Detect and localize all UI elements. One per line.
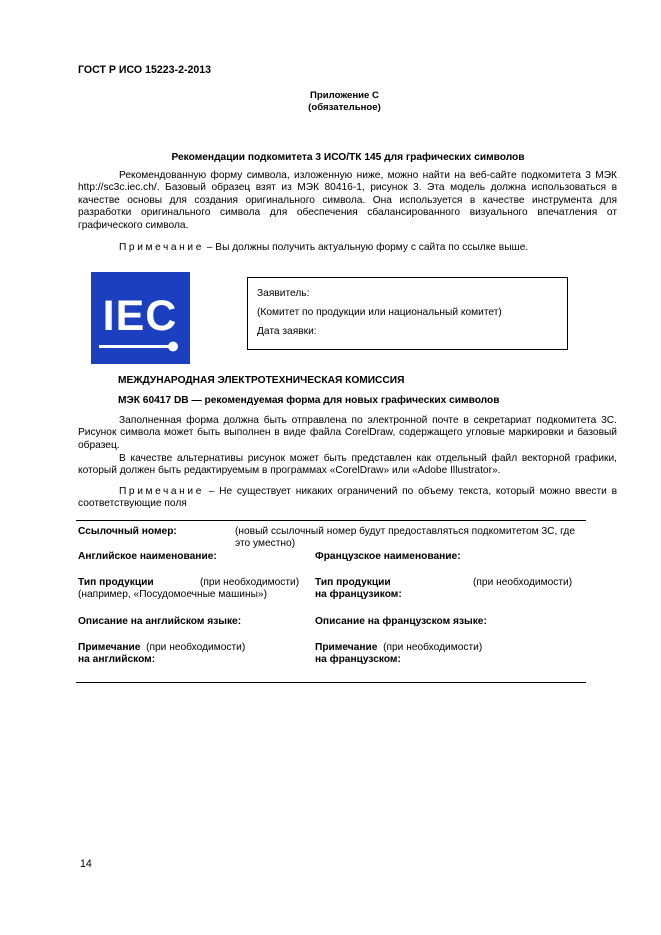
standard-designation: ГОСТ Р ИСО 15223-2-2013 [78, 64, 212, 76]
iec-logo [91, 272, 190, 364]
reference-number-note: (новый ссылочный номер будут предоставляться подкомитетом 3С, где это уместно) [235, 526, 575, 550]
iec-logo-text: IEC [102, 292, 178, 340]
iec-logo-graphic [91, 272, 190, 364]
note-2-label: Примечание [119, 486, 204, 497]
note-en-field[interactable]: Примечание (при необходимости) на английском: [78, 642, 246, 666]
appendix-status: (обязательное) [308, 101, 381, 113]
applicant-label: Заявитель: [257, 288, 310, 299]
section-title: Рекомендации подкомитета 3 ИСО/ТК 145 для графических символов [171, 152, 525, 163]
note-row [78, 642, 618, 668]
description-en-field[interactable]: Описание на английском языке: [78, 616, 242, 627]
submission-paragraph: Заполненная форма должна быть отправлена по электронной почте в секретариат подкомитета 3С. Рисунок символа может быть выполнен в виде файла CorelDraw, содержащего угловые маркировки и базовый образец. [78, 415, 617, 451]
french-name-field[interactable]: Французское наименование: [315, 551, 461, 562]
product-type-fr-field[interactable]: Тип продукции (при необходимости) на французиком: [315, 577, 573, 601]
product-example: (например, «Посудомоечные машины») [78, 589, 267, 601]
note-2 [78, 486, 617, 511]
appendix-heading [0, 90, 661, 113]
product-type-row [78, 577, 618, 603]
applicant-box [247, 277, 568, 350]
english-name-field[interactable]: Английское наименование: [78, 551, 217, 562]
alternative-paragraph: В качестве альтернативы рисунок может быть представлен как отдельный файл векторной графики, который должен быть редактируемым в программах «CorelDraw» или «Adobe Illustrator». [78, 453, 617, 477]
note-2-text: – Не существует никаких ограничений по объему текста, который можно ввести в соответствующие поля [78, 486, 617, 510]
form-top-rule [76, 520, 586, 521]
form-bottom-rule [76, 682, 586, 683]
commission-title: МЕЖДУНАРОДНАЯ ЭЛЕКТРОТЕХНИЧЕСКАЯ КОМИССИЯ [118, 375, 405, 386]
committee-label: (Комитет по продукции или национальный комитет) [257, 307, 502, 318]
reference-number-label: Ссылочный номер: [78, 526, 177, 537]
note-1 [78, 242, 617, 254]
reference-row [78, 526, 618, 552]
appendix-title: Приложение С [310, 90, 379, 101]
application-date-label: Дата заявки: [257, 326, 317, 337]
note-fr-field[interactable]: Примечание (при необходимости) на французском: [315, 642, 483, 666]
page-number: 14 [80, 858, 92, 870]
description-fr-field[interactable]: Описание на французском языке: [315, 616, 487, 627]
note-1-label: Примечание [119, 242, 204, 253]
product-type-en-field[interactable]: Тип продукции (при необходимости) (например, «Посудомоечные машины») [78, 577, 300, 601]
intro-paragraph: Рекомендованную форму символа, изложенную ниже, можно найти на веб-сайте подкомитета 3 МЭК http://sc3c.iec.ch/. Базовый образец взят из МЭК 80416-1, рисунок 3. Эта модель должна использоваться в качестве основы для создания оригинального символа. Она используется в качестве инструмента для разработки оригинального символа для обеспечения сбалансированного визуального впечатления от графического символа. [78, 170, 617, 231]
commission-subtitle: МЭК 60417 DB — рекомендуемая форма для новых графических символов [118, 395, 500, 406]
note-1-text: – Вы должны получить актуальную форму с сайта по ссылке выше. [203, 242, 529, 253]
